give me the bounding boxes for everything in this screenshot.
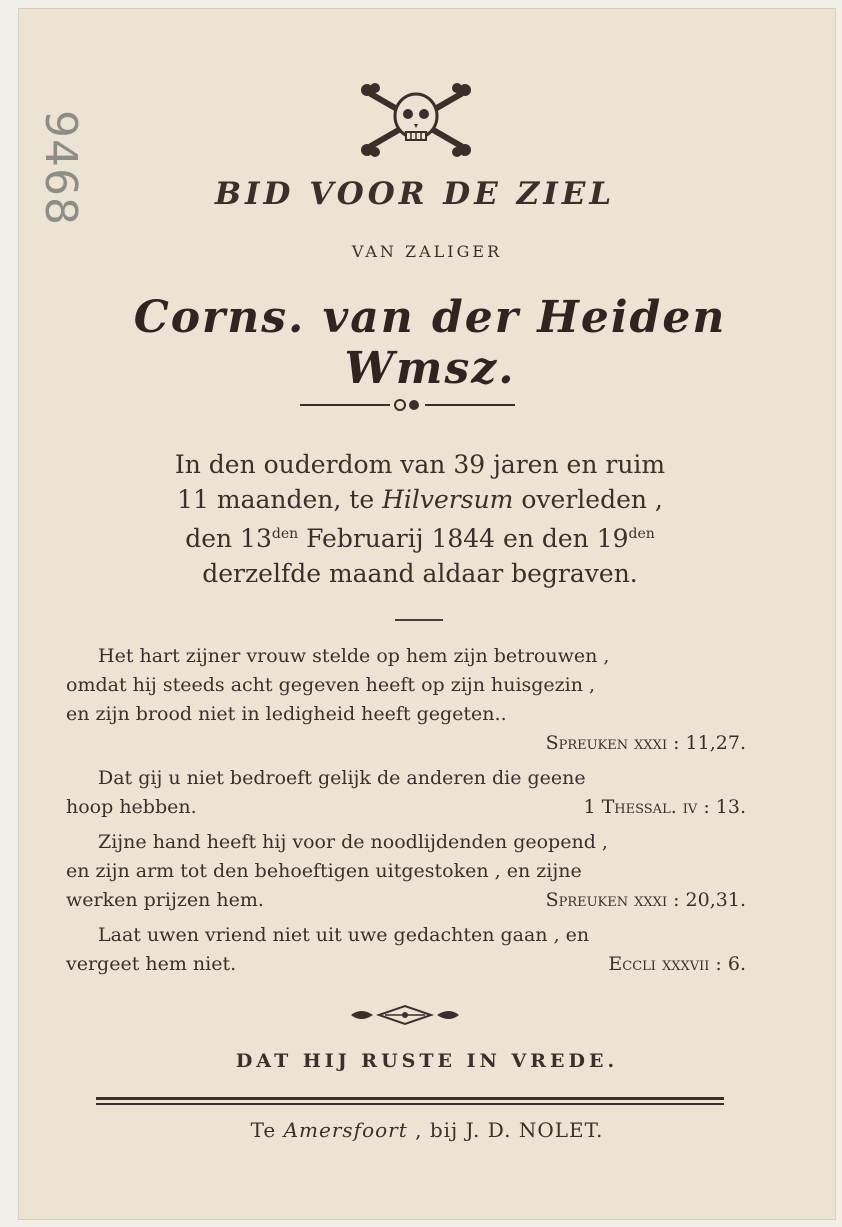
quote-line: en zijn arm tot den behoeftigen uitgestoken , en zijne (66, 860, 582, 882)
notice-line-3: den $13^{den}$ Februarij 1844 en den $19^{den}$ (185, 524, 655, 553)
double-rule (96, 1097, 724, 1100)
scripture-quotes (66, 642, 756, 979)
prayer-heading: BID VOOR DE ZIEL (214, 176, 616, 212)
quote-line: Dat gij u niet bedroeft gelijk de anderen die geene (98, 767, 586, 789)
quote-reference: Eccli xxxvii : 6. (608, 953, 746, 975)
subheading: VAN ZALIGER (351, 242, 503, 261)
notice-line-1: In den ouderdom van 39 jaren en ruim (174, 450, 666, 479)
closing-line: DAT HIJ RUSTE IN VREDE. (235, 1050, 619, 1072)
short-rule (395, 619, 443, 621)
quote-line: en zijn brood niet in ledigheid heeft gegeten.. (66, 703, 507, 725)
quote-line: vergeet hem niet. Eccli xxxvii : 6. (66, 950, 756, 979)
double-rule-lower (96, 1103, 724, 1105)
quote-reference: Spreuken xxxi : 20,31. (545, 889, 746, 911)
notice-line-2: 11 maanden, te Hilversum overleden , (177, 485, 663, 514)
quote-line: werken prijzen hem. Spreuken xxxi : 20,31. (66, 886, 756, 915)
quote-line: Zijne hand heeft hij voor de noodlijdenden geopend , (98, 831, 608, 853)
quote-line: omdat hij steeds acht gegeven heeft op zijn huisgezin , (66, 674, 596, 696)
quote-line: hoop hebben. 1 Thessal. iv : 13. (66, 793, 756, 822)
quote-reference: 1 Thessal. iv : 13. (583, 796, 746, 818)
skull-crossbones-icon (357, 80, 475, 160)
quote-reference: Spreuken xxxi : 11,27. (545, 732, 746, 754)
divider-ornament (300, 393, 515, 417)
fleuron-ornament (345, 1003, 465, 1027)
notice-line-4: derzelfde maand aldaar begraven. (202, 559, 638, 588)
deceased-name: Corns. van der Heiden Wmsz. (133, 292, 727, 394)
place-hilversum: Hilversum (382, 485, 514, 514)
quote-line: Het hart zijner vrouw stelde op hem zijn betrouwen , (98, 645, 610, 667)
place-amersfoort: Amersfoort (283, 1118, 408, 1142)
quote-line: Laat uwen vriend niet uit uwe gedachten gaan , en (98, 924, 590, 946)
death-notice (80, 447, 760, 591)
catalog-number: 9468 (35, 110, 86, 226)
printer-imprint: Te Amersfoort , bij J. D. NOLET. (250, 1118, 604, 1142)
